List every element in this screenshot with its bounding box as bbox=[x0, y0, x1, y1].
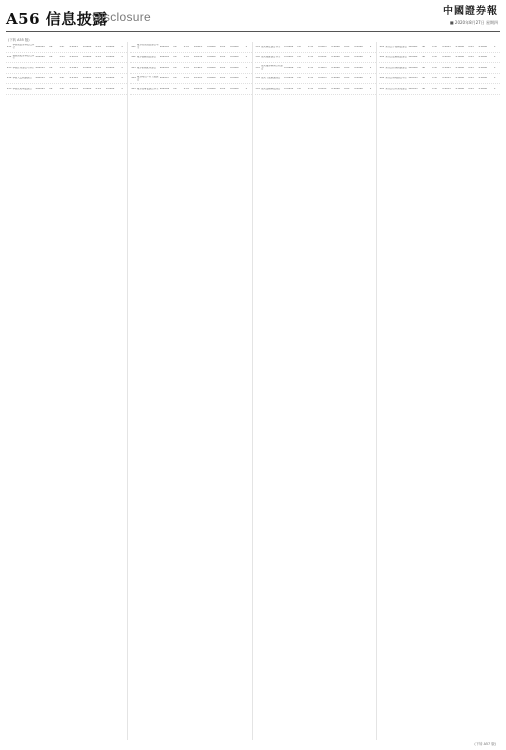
value-3-cell: 0.0000 bbox=[82, 77, 92, 80]
fund-name-cell: 南方隆元产业主题混合 bbox=[136, 76, 159, 81]
value-3-cell: 0.0000 bbox=[207, 87, 216, 90]
value-2-cell: 0.1923 bbox=[442, 66, 451, 69]
value-3-cell: 0.0000 bbox=[82, 56, 92, 59]
value-2-cell: 0.1923 bbox=[69, 66, 78, 69]
value-6-cell: 1 bbox=[493, 45, 496, 48]
page-section-code: A56 信息披露 bbox=[6, 10, 108, 28]
value-3-cell: 0.0000 bbox=[331, 87, 340, 90]
fund-code-cell: 070010 bbox=[284, 77, 294, 80]
value-2-cell: 0.1923 bbox=[318, 66, 327, 69]
fund-name-cell: 易方达策略成长混合 bbox=[385, 56, 407, 59]
value-2-cell: 0.2031 bbox=[442, 87, 451, 90]
fund-code-cell: 110009 bbox=[408, 66, 418, 69]
value-6-cell: 1 bbox=[493, 87, 496, 90]
value-6-cell: 1 bbox=[245, 56, 247, 59]
value-1-cell: 1.35 bbox=[59, 66, 65, 69]
header-rule bbox=[6, 31, 500, 32]
currency-cell: HK bbox=[421, 66, 426, 69]
table-row bbox=[6, 63, 127, 74]
value-5-cell: 0.0000 bbox=[230, 87, 239, 90]
value-6-cell: 1 bbox=[245, 45, 247, 48]
table-row bbox=[130, 42, 251, 53]
fund-code-cell: 070006 bbox=[284, 66, 294, 69]
value-2-cell: 0.2023 bbox=[69, 45, 78, 48]
value-6-cell: 1 bbox=[121, 45, 123, 48]
value-6-cell: 1 bbox=[121, 77, 123, 80]
currency-cell: HK bbox=[297, 56, 301, 59]
fund-name-cell: 南方高增长混合基金 bbox=[136, 87, 159, 90]
value-2-cell: 0.2031 bbox=[69, 87, 78, 90]
row-index-cell: 353 bbox=[255, 66, 260, 69]
value-6-cell: 1 bbox=[493, 66, 496, 69]
value-6-cell: 1 bbox=[493, 56, 496, 59]
value-3-cell: 0.0000 bbox=[82, 66, 92, 69]
row-index-cell: 255 bbox=[6, 87, 12, 90]
value-1-cell: 1.47 bbox=[432, 66, 438, 69]
value-2-cell: 0.2052 bbox=[193, 56, 203, 59]
table-row bbox=[255, 74, 376, 85]
value-2-cell: 0.2103 bbox=[69, 77, 78, 80]
value-6-cell: 1 bbox=[369, 56, 372, 59]
value-4-cell: 0.01 bbox=[219, 87, 226, 90]
value-1-cell: 1.47 bbox=[432, 77, 438, 80]
value-5-cell: 0.0000 bbox=[478, 45, 488, 48]
value-5-cell: 0.0000 bbox=[354, 66, 363, 69]
row-index-cell: 354 bbox=[255, 77, 260, 80]
currency-cell: HK bbox=[48, 87, 53, 90]
value-5-cell: 0.0000 bbox=[354, 87, 363, 90]
continued-from-label: (下转 A55 版) bbox=[8, 38, 30, 42]
row-index-cell: 404 bbox=[379, 77, 385, 80]
value-6-cell: 1 bbox=[121, 56, 123, 59]
value-5-cell: 0.0000 bbox=[478, 87, 488, 90]
value-4-cell: 0.01 bbox=[344, 87, 350, 90]
currency-cell: HK bbox=[421, 56, 426, 59]
value-2-cell: 0.2103 bbox=[442, 77, 451, 80]
value-5-cell: 0.0000 bbox=[105, 45, 115, 48]
value-1-cell: 1.47 bbox=[432, 87, 438, 90]
currency-cell: HK bbox=[297, 45, 301, 48]
value-5-cell: 0.0000 bbox=[354, 56, 363, 59]
value-6-cell: 1 bbox=[493, 77, 496, 80]
value-1-cell: 1.35 bbox=[307, 87, 314, 90]
table-row bbox=[130, 53, 251, 64]
value-3-cell: 0.0000 bbox=[331, 77, 340, 80]
value-5-cell: 0.0000 bbox=[354, 77, 363, 80]
fund-code-cell: 202007 bbox=[159, 77, 170, 80]
value-6-cell: 1 bbox=[369, 77, 372, 80]
table-row bbox=[130, 84, 251, 95]
value-5-cell: 0.0000 bbox=[230, 66, 239, 69]
value-4-cell: 0.01 bbox=[468, 77, 474, 80]
value-3-cell: 0.0000 bbox=[455, 45, 465, 48]
value-2-cell: 0.2023 bbox=[318, 45, 327, 48]
value-4-cell: 0.01 bbox=[95, 66, 101, 69]
currency-cell: HK bbox=[173, 66, 177, 69]
table-row bbox=[130, 63, 251, 74]
table-row bbox=[6, 42, 127, 53]
value-5-cell: 0.0000 bbox=[105, 66, 115, 69]
fund-name-cell: 嘉实稳健混合基金 bbox=[261, 56, 281, 59]
value-1-cell: 1.47 bbox=[432, 56, 438, 59]
value-4-cell: 0.01 bbox=[468, 56, 474, 59]
fund-name-cell: 华夏回报证券投资基金 bbox=[12, 54, 35, 60]
value-1-cell: 1.47 bbox=[59, 45, 65, 48]
value-1-cell: 1.35 bbox=[183, 45, 189, 48]
row-index-cell: 403 bbox=[379, 66, 385, 69]
continued-to-label: (下转 A57 版) bbox=[474, 742, 496, 746]
value-6-cell: 1 bbox=[121, 87, 123, 90]
value-5-cell: 0.0000 bbox=[230, 56, 239, 59]
fund-name-cell: 南方绩优成长混合基金 bbox=[136, 44, 159, 49]
value-1-cell: 1.35 bbox=[307, 45, 314, 48]
fund-code-cell: 002001 bbox=[35, 56, 45, 59]
table-column bbox=[379, 42, 500, 740]
disclosure-table bbox=[6, 42, 500, 740]
value-2-cell: 0.2052 bbox=[318, 56, 327, 59]
table-row bbox=[379, 74, 500, 85]
value-3-cell: 0.0000 bbox=[455, 56, 465, 59]
table-row bbox=[379, 63, 500, 74]
value-4-cell: 0.01 bbox=[95, 56, 101, 59]
value-1-cell: 1.47 bbox=[59, 77, 65, 80]
row-index-cell: 304 bbox=[131, 77, 136, 80]
fund-name-cell: 华夏成长证券投资基金 bbox=[12, 44, 35, 49]
value-1-cell: 1.35 bbox=[59, 56, 65, 59]
currency-cell: HK bbox=[297, 66, 301, 69]
value-5-cell: 0.0000 bbox=[230, 77, 239, 80]
value-2-cell: 0.2052 bbox=[442, 56, 451, 59]
value-1-cell: 1.35 bbox=[183, 66, 189, 69]
value-2-cell: 0.2103 bbox=[193, 77, 203, 80]
value-5-cell: 0.0000 bbox=[105, 56, 115, 59]
currency-cell: HK bbox=[297, 87, 301, 90]
value-2-cell: 0.1923 bbox=[193, 66, 203, 69]
fund-code-cell: 110013 bbox=[408, 77, 418, 80]
fund-name-cell: 华夏大盘精选混合 bbox=[12, 77, 32, 80]
fund-code-cell: 110015 bbox=[408, 87, 418, 90]
value-6-cell: 1 bbox=[245, 77, 247, 80]
currency-cell: HK bbox=[173, 45, 177, 48]
value-4-cell: 0.01 bbox=[219, 56, 226, 59]
fund-name-cell: 嘉实服务增值行业混合 bbox=[261, 65, 283, 70]
fund-code-cell: 202009 bbox=[159, 87, 170, 90]
value-4-cell: 0.01 bbox=[468, 66, 474, 69]
row-index-cell: 352 bbox=[255, 56, 260, 59]
row-index-cell: 405 bbox=[379, 87, 385, 90]
table-row bbox=[130, 74, 251, 85]
value-5-cell: 0.0000 bbox=[478, 56, 488, 59]
value-4-cell: 0.01 bbox=[344, 45, 350, 48]
value-3-cell: 0.0000 bbox=[331, 56, 340, 59]
table-row bbox=[6, 53, 127, 64]
value-3-cell: 0.0000 bbox=[207, 77, 216, 80]
table-row bbox=[379, 42, 500, 53]
value-2-cell: 0.2031 bbox=[318, 87, 327, 90]
section-title-english: Disclosure bbox=[92, 10, 152, 24]
value-2-cell: 0.2031 bbox=[193, 87, 203, 90]
value-2-cell: 0.2023 bbox=[193, 45, 203, 48]
table-row bbox=[6, 74, 127, 85]
fund-name-cell: 嘉实主题精选混合 bbox=[261, 77, 281, 80]
table-column bbox=[255, 42, 377, 740]
value-1-cell: 1.35 bbox=[183, 87, 189, 90]
row-index-cell: 401 bbox=[379, 45, 385, 48]
value-4-cell: 0.01 bbox=[95, 77, 101, 80]
value-4-cell: 0.01 bbox=[219, 77, 226, 80]
fund-name-cell: 易方达科翔混合基金 bbox=[385, 77, 407, 80]
value-1-cell: 1.35 bbox=[307, 56, 314, 59]
issue-dateline: ■ 2020年8月27日 星期四 bbox=[449, 20, 498, 25]
currency-cell: HK bbox=[421, 45, 426, 48]
row-index-cell: 253 bbox=[6, 66, 12, 69]
value-5-cell: 0.0000 bbox=[478, 77, 488, 80]
value-3-cell: 0.0000 bbox=[331, 45, 340, 48]
value-3-cell: 0.0000 bbox=[207, 45, 216, 48]
value-2-cell: 0.2052 bbox=[69, 56, 78, 59]
value-6-cell: 1 bbox=[369, 87, 372, 90]
currency-cell: HK bbox=[421, 77, 426, 80]
value-1-cell: 1.35 bbox=[307, 77, 314, 80]
table-column bbox=[130, 42, 252, 740]
fund-code-cell: 202003 bbox=[159, 45, 170, 48]
value-5-cell: 0.0000 bbox=[354, 45, 363, 48]
table-row bbox=[6, 84, 127, 95]
row-index-cell: 402 bbox=[379, 56, 385, 59]
fund-code-cell: 110001 bbox=[408, 45, 418, 48]
value-3-cell: 0.0000 bbox=[82, 87, 92, 90]
value-3-cell: 0.0000 bbox=[331, 66, 340, 69]
row-index-cell: 355 bbox=[255, 87, 260, 90]
fund-name-cell: 华夏红利混合型基金 bbox=[12, 66, 35, 69]
value-4-cell: 0.01 bbox=[468, 87, 474, 90]
value-3-cell: 0.0000 bbox=[207, 66, 216, 69]
value-4-cell: 0.01 bbox=[95, 87, 101, 90]
value-6-cell: 1 bbox=[121, 66, 123, 69]
table-row bbox=[379, 84, 500, 95]
value-6-cell: 1 bbox=[245, 66, 247, 69]
value-5-cell: 0.0000 bbox=[105, 87, 115, 90]
value-6-cell: 1 bbox=[369, 66, 372, 69]
table-row bbox=[255, 63, 376, 74]
fund-code-cell: 002011 bbox=[35, 66, 45, 69]
row-index-cell: 254 bbox=[6, 77, 12, 80]
value-3-cell: 0.0000 bbox=[455, 66, 465, 69]
currency-cell: HK bbox=[173, 77, 177, 80]
row-index-cell: 305 bbox=[131, 87, 136, 90]
value-3-cell: 0.0000 bbox=[82, 45, 92, 48]
value-1-cell: 1.35 bbox=[183, 77, 189, 80]
value-4-cell: 0.01 bbox=[219, 66, 226, 69]
row-index-cell: 302 bbox=[131, 56, 136, 59]
page-header bbox=[0, 0, 506, 34]
currency-cell: HK bbox=[297, 77, 301, 80]
value-3-cell: 0.0000 bbox=[455, 87, 465, 90]
table-column bbox=[6, 42, 128, 740]
value-1-cell: 1.35 bbox=[307, 66, 314, 69]
value-4-cell: 0.01 bbox=[344, 66, 350, 69]
value-4-cell: 0.01 bbox=[468, 45, 474, 48]
currency-cell: HK bbox=[173, 87, 177, 90]
value-4-cell: 0.01 bbox=[219, 45, 226, 48]
fund-code-cell: 070003 bbox=[284, 56, 294, 59]
value-5-cell: 0.0000 bbox=[478, 66, 488, 69]
row-index-cell: 303 bbox=[131, 66, 136, 69]
fund-code-cell: 070011 bbox=[284, 87, 294, 90]
fund-name-cell: 易方达行业领先混合 bbox=[385, 87, 407, 90]
value-2-cell: 0.2023 bbox=[442, 45, 451, 48]
fund-code-cell: 000011 bbox=[35, 77, 45, 80]
table-row bbox=[255, 84, 376, 95]
currency-cell: HK bbox=[48, 66, 53, 69]
value-4-cell: 0.01 bbox=[344, 77, 350, 80]
fund-name-cell: 易方达平稳增长混合 bbox=[385, 45, 407, 48]
fund-name-cell: 嘉实策略增长混合 bbox=[261, 87, 281, 90]
currency-cell: HK bbox=[421, 87, 426, 90]
fund-name-cell: 南方稳健成长混合 bbox=[136, 56, 156, 59]
fund-code-cell: 202001 bbox=[159, 56, 170, 59]
value-1-cell: 1.35 bbox=[183, 56, 189, 59]
fund-name-cell: 华夏优势增长混合 bbox=[12, 87, 32, 90]
currency-cell: HK bbox=[48, 45, 53, 48]
row-index-cell: 251 bbox=[6, 45, 12, 48]
currency-cell: HK bbox=[48, 56, 53, 59]
fund-code-cell: 000021 bbox=[35, 87, 45, 90]
row-index-cell: 351 bbox=[255, 45, 260, 48]
table-row bbox=[255, 42, 376, 53]
currency-cell: HK bbox=[48, 77, 53, 80]
fund-code-cell: 202005 bbox=[159, 66, 170, 69]
value-2-cell: 0.2103 bbox=[318, 77, 327, 80]
fund-name-cell: 南方积极配置混合 bbox=[136, 66, 156, 69]
value-3-cell: 0.0000 bbox=[207, 56, 216, 59]
row-index-cell: 252 bbox=[6, 56, 12, 59]
fund-code-cell: 110002 bbox=[408, 56, 418, 59]
value-4-cell: 0.01 bbox=[344, 56, 350, 59]
fund-name-cell: 易方达价值精选混合 bbox=[385, 66, 407, 69]
table-row bbox=[255, 53, 376, 64]
value-5-cell: 0.0000 bbox=[105, 77, 115, 80]
row-index-cell: 301 bbox=[131, 45, 136, 48]
value-1-cell: 1.47 bbox=[59, 87, 65, 90]
fund-code-cell: 070002 bbox=[284, 45, 294, 48]
value-4-cell: 0.01 bbox=[95, 45, 101, 48]
fund-code-cell: 000001 bbox=[35, 45, 45, 48]
currency-cell: HK bbox=[173, 56, 177, 59]
value-5-cell: 0.0000 bbox=[230, 45, 239, 48]
fund-name-cell: 嘉实增长混合基金 bbox=[261, 45, 281, 48]
table-row bbox=[379, 53, 500, 64]
value-3-cell: 0.0000 bbox=[455, 77, 465, 80]
value-1-cell: 1.47 bbox=[432, 45, 438, 48]
value-6-cell: 1 bbox=[369, 45, 372, 48]
value-6-cell: 1 bbox=[245, 87, 247, 90]
newspaper-masthead: 中國證券報 bbox=[443, 6, 498, 17]
